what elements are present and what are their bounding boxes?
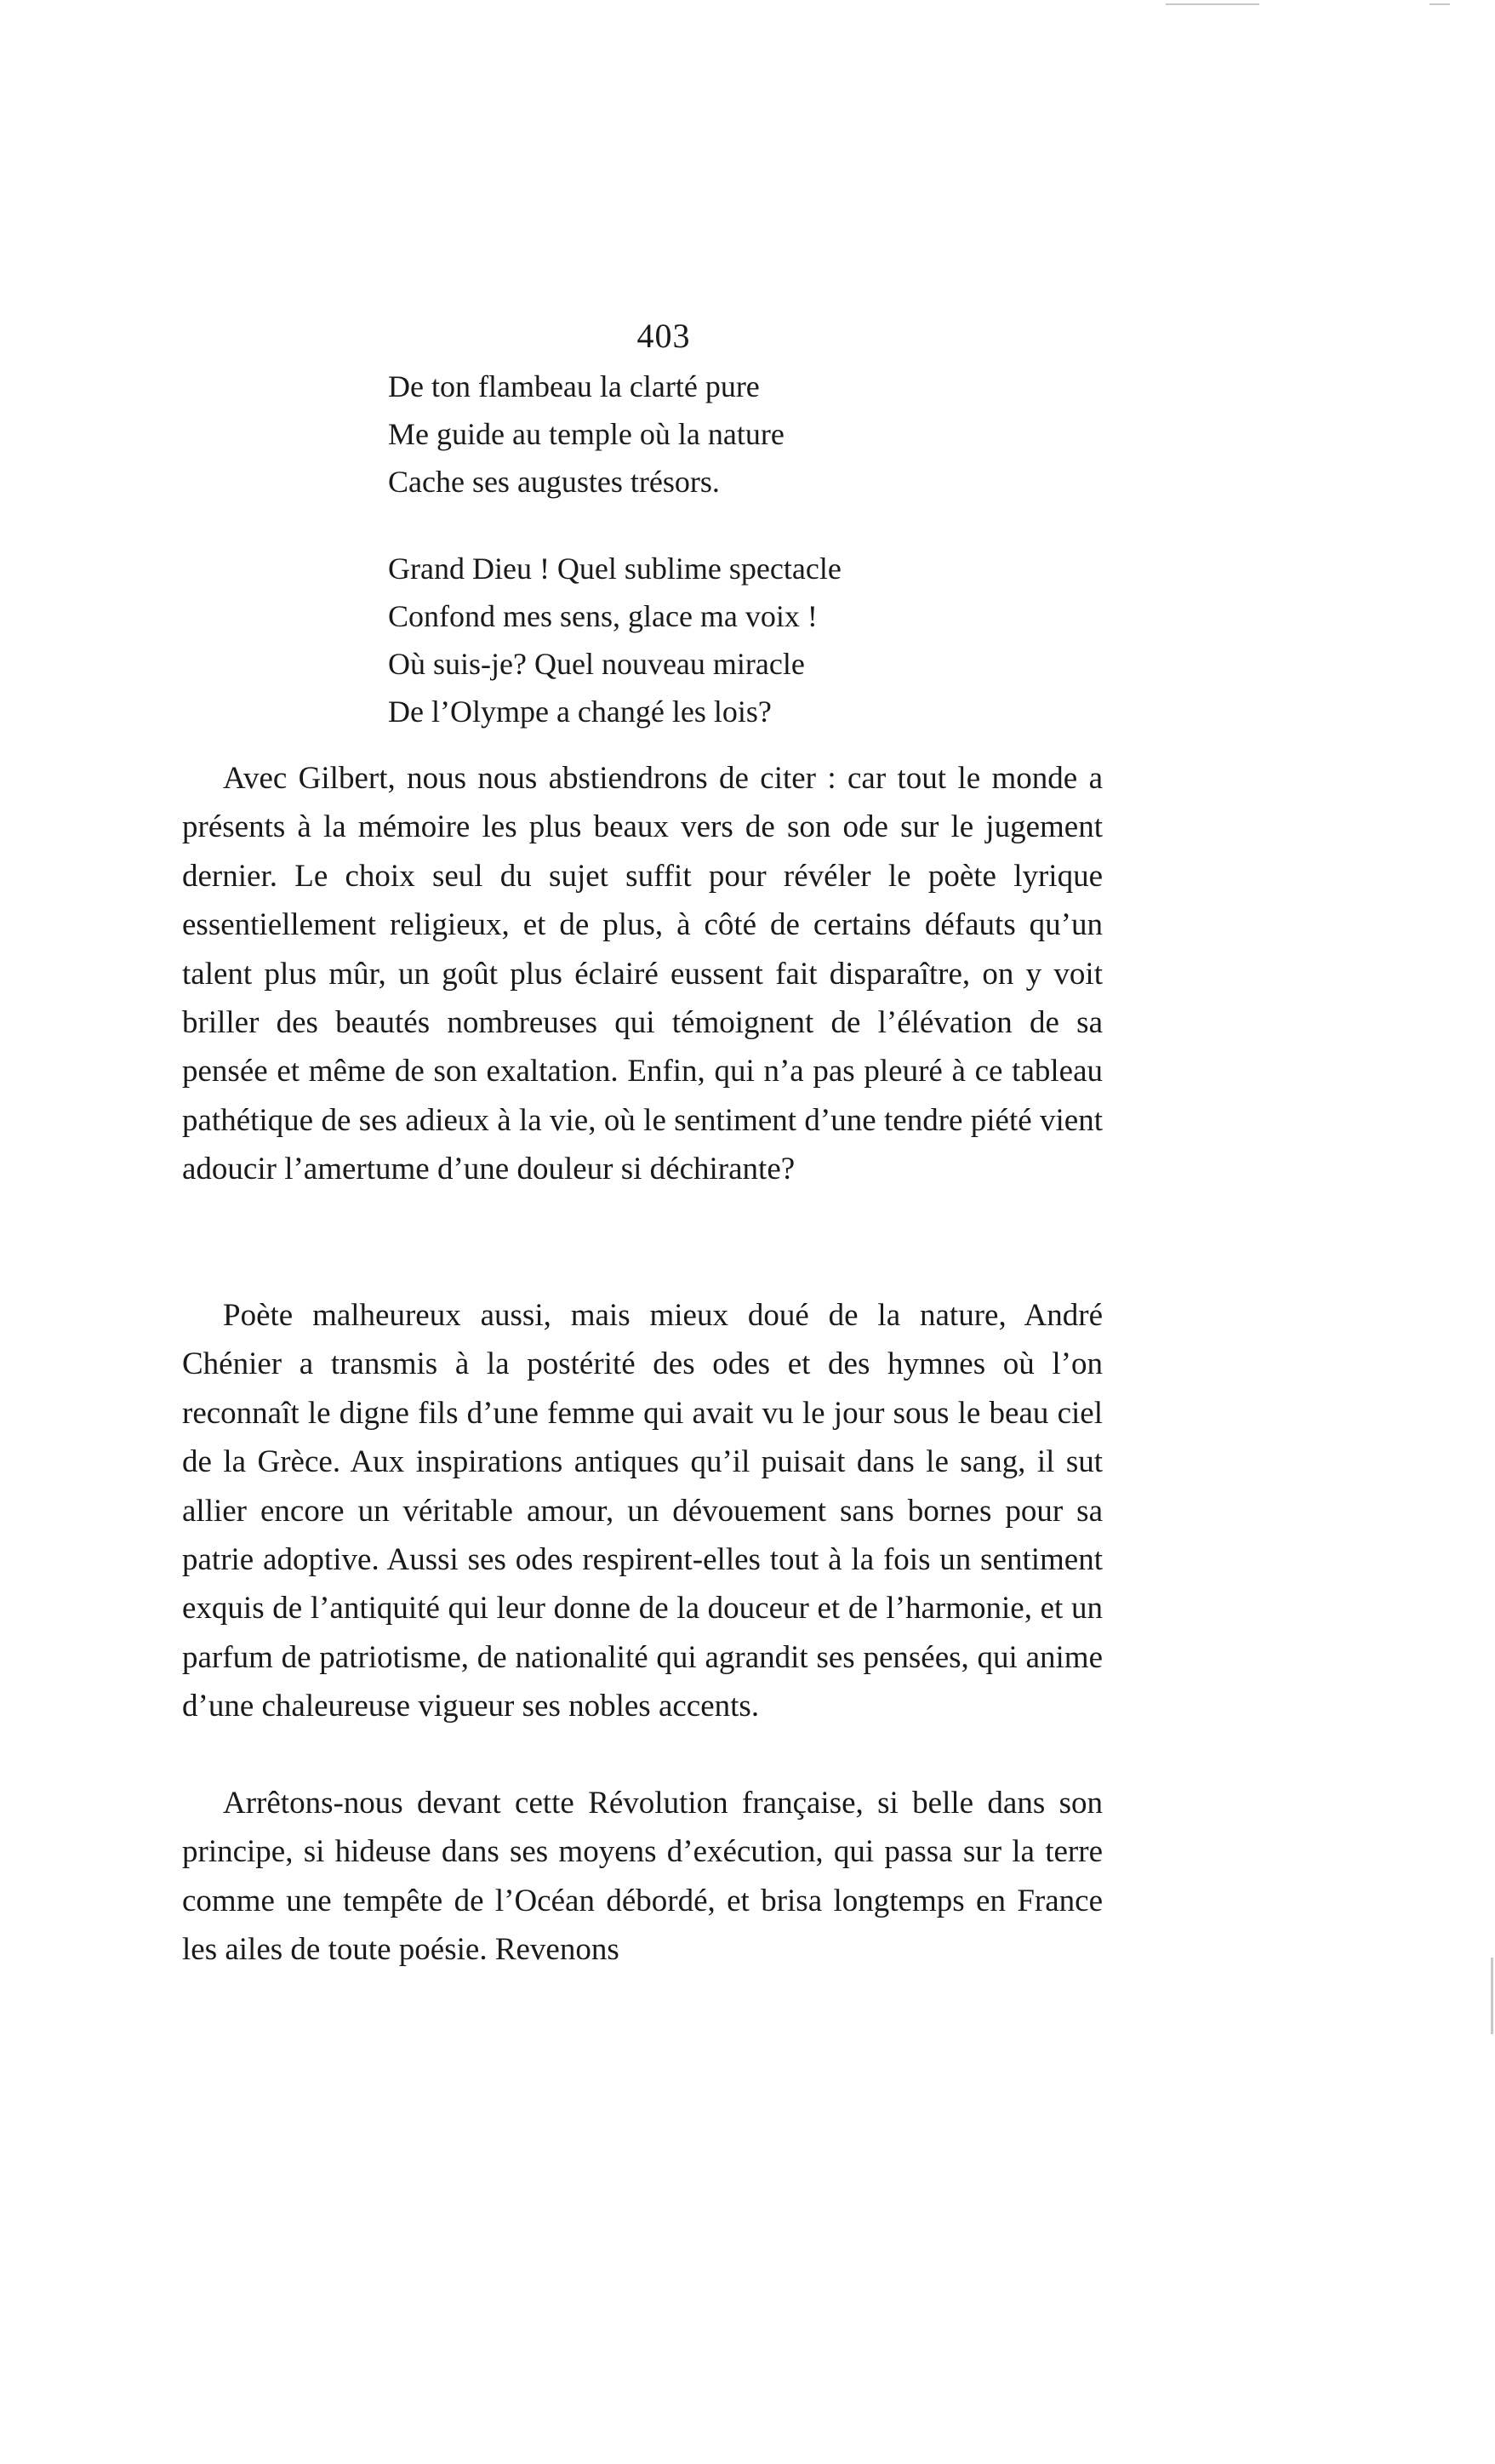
verse-line: Me guide au temple où la nature	[388, 417, 785, 451]
scan-edge-mark-right	[1491, 1958, 1493, 2034]
paragraph-revolution: Arrêtons-nous devant cette Révolution française, si belle dans son principe, si hideuse dans ses moyens d’exécution, qui passa sur la terre comme une tempête de l’Océan débordé, et brisa longtemps en France les ailes de toute poésie. Revenons	[182, 1786, 1103, 1968]
body-paragraph-block	[182, 754, 1103, 1194]
scan-edge-mark-top-right	[1429, 3, 1450, 5]
verse-stanza	[388, 545, 842, 735]
body-paragraph-block	[182, 1291, 1103, 1731]
scan-edge-mark-top	[1166, 3, 1259, 5]
body-paragraph-block	[182, 1779, 1103, 1975]
verse-line: De ton flambeau la clarté pure	[388, 369, 760, 403]
paragraph-gilbert: Avec Gilbert, nous nous abstiendrons de citer : car tout le monde a présents à la mémoire les plus beaux vers de son ode sur le jugement dernier. Le choix seul du sujet suffit pour révéler le poète lyrique essentiellement religieux, et de plus, à côté de certains défauts qu’un talent plus mûr, un goût plus éclairé eussent fait disparaître, on y voit briller des beautés nombreuses qui témoignent de l’élévation de sa pensée et même de son exaltation. Enfin, qui n’a pas pleuré à ce tableau pathétique de ses adieux à la vie, où le sentiment d’une tendre piété vient adoucir l’amertume d’une douleur si déchirante?	[182, 761, 1103, 1187]
verse-line: Grand Dieu ! Quel sublime spectacle	[388, 552, 842, 586]
verse-line: Cache ses augustes trésors.	[388, 465, 720, 499]
verse-line: Confond mes sens, glace ma voix !	[388, 599, 818, 633]
verse-stanza	[388, 363, 785, 506]
page-number: 403	[636, 317, 691, 355]
verse-line: De l’Olympe a changé les lois?	[388, 695, 772, 729]
paragraph-chenier: Poète malheureux aussi, mais mieux doué de la nature, André Chénier a transmis à la postérité des odes et des hymnes où l’on reconnaît le digne fils d’une femme qui avait vu le jour sous le beau ciel de la Grèce. Aux inspirations antiques qu’il puisait dans le sang, il sut allier encore un véritable amour, un dévouement sans bornes pour sa patrie adoptive. Aussi ses odes respirent-elles tout à la fois un sentiment exquis de l’antiquité qui leur donne de la douceur et de l’harmonie, et un parfum de patriotisme, de nationalité qui agrandit ses pensées, qui anime d’une chaleureuse vigueur ses nobles accents.	[182, 1298, 1103, 1724]
verse-line: Où suis-je? Quel nouveau miracle	[388, 647, 805, 681]
